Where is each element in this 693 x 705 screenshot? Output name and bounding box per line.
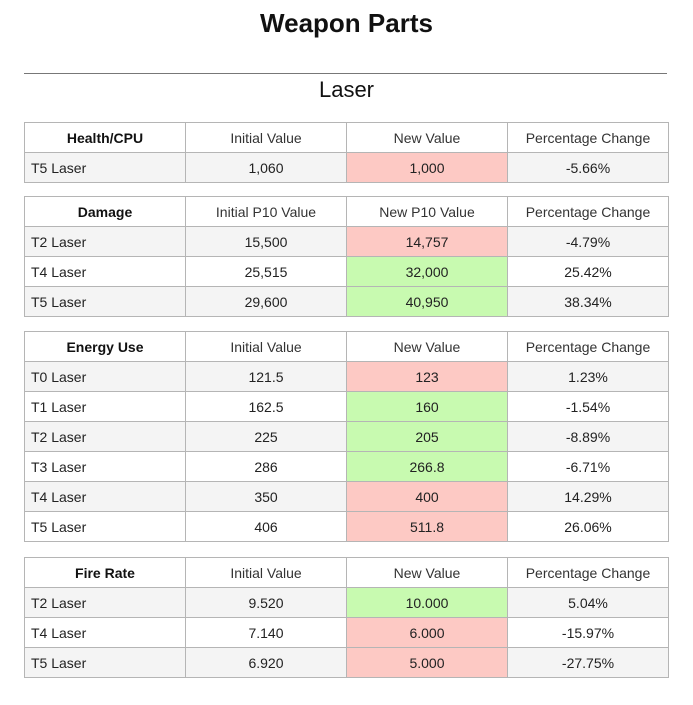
part-name-cell: T2 Laser — [25, 422, 186, 452]
initial-value-cell: 350 — [186, 482, 347, 512]
table-row — [25, 512, 669, 542]
section-title: Laser — [318, 77, 375, 102]
table-row — [25, 153, 669, 183]
initial-value-cell: 15,500 — [186, 227, 347, 257]
new-value-cell: 400 — [347, 482, 508, 512]
table-row — [25, 618, 669, 648]
percentage-change-cell: -6.71% — [508, 452, 669, 482]
column-header: Percentage Change — [508, 332, 669, 362]
initial-value-cell: 6.920 — [186, 648, 347, 678]
table-row — [25, 392, 669, 422]
fire-rate-table — [24, 557, 669, 678]
column-header: Fire Rate — [25, 558, 186, 588]
initial-value-cell: 7.140 — [186, 618, 347, 648]
initial-value-cell: 162.5 — [186, 392, 347, 422]
percentage-change-cell: -8.89% — [508, 422, 669, 452]
column-header: New P10 Value — [347, 197, 508, 227]
table-row — [25, 422, 669, 452]
new-value-cell: 511.8 — [347, 512, 508, 542]
column-header: Initial Value — [186, 558, 347, 588]
table-row — [25, 287, 669, 317]
percentage-change-cell: -4.79% — [508, 227, 669, 257]
part-name-cell: T5 Laser — [25, 648, 186, 678]
column-header: Initial P10 Value — [186, 197, 347, 227]
part-name-cell: T0 Laser — [25, 362, 186, 392]
table-row — [25, 257, 669, 287]
column-header: New Value — [347, 558, 508, 588]
percentage-change-cell: -1.54% — [508, 392, 669, 422]
part-name-cell: T5 Laser — [25, 153, 186, 183]
percentage-change-cell: 26.06% — [508, 512, 669, 542]
part-name-cell: T2 Laser — [25, 227, 186, 257]
column-header: Initial Value — [186, 123, 347, 153]
column-header: Percentage Change — [508, 558, 669, 588]
new-value-cell: 6.000 — [347, 618, 508, 648]
column-header: Damage — [25, 197, 186, 227]
column-header: New Value — [347, 123, 508, 153]
initial-value-cell: 286 — [186, 452, 347, 482]
new-value-cell: 40,950 — [347, 287, 508, 317]
part-name-cell: T1 Laser — [25, 392, 186, 422]
energy-use-table — [24, 331, 669, 542]
table-row — [25, 588, 669, 618]
new-value-cell: 123 — [347, 362, 508, 392]
new-value-cell: 32,000 — [347, 257, 508, 287]
column-header: Energy Use — [25, 332, 186, 362]
percentage-change-cell: -15.97% — [508, 618, 669, 648]
table-row — [25, 227, 669, 257]
new-value-cell: 266.8 — [347, 452, 508, 482]
part-name-cell: T4 Laser — [25, 618, 186, 648]
column-header: New Value — [347, 332, 508, 362]
new-value-cell: 5.000 — [347, 648, 508, 678]
health-cpu-table — [24, 122, 669, 183]
column-header: Percentage Change — [508, 123, 669, 153]
table-header-row — [25, 197, 669, 227]
new-value-cell: 205 — [347, 422, 508, 452]
initial-value-cell: 121.5 — [186, 362, 347, 392]
percentage-change-cell: -5.66% — [508, 153, 669, 183]
percentage-change-cell: -27.75% — [508, 648, 669, 678]
table-row — [25, 648, 669, 678]
table-header-row — [25, 123, 669, 153]
percentage-change-cell: 14.29% — [508, 482, 669, 512]
table-row — [25, 482, 669, 512]
part-name-cell: T5 Laser — [25, 512, 186, 542]
column-header: Percentage Change — [508, 197, 669, 227]
initial-value-cell: 1,060 — [186, 153, 347, 183]
column-header: Health/CPU — [25, 123, 186, 153]
initial-value-cell: 25,515 — [186, 257, 347, 287]
initial-value-cell: 29,600 — [186, 287, 347, 317]
part-name-cell: T5 Laser — [25, 287, 186, 317]
table-row — [25, 452, 669, 482]
table-header-row — [25, 332, 669, 362]
initial-value-cell: 225 — [186, 422, 347, 452]
percentage-change-cell: 5.04% — [508, 588, 669, 618]
new-value-cell: 14,757 — [347, 227, 508, 257]
new-value-cell: 10.000 — [347, 588, 508, 618]
column-header: Initial Value — [186, 332, 347, 362]
part-name-cell: T4 Laser — [25, 257, 186, 287]
page-title: Weapon Parts — [260, 8, 433, 38]
part-name-cell: T4 Laser — [25, 482, 186, 512]
percentage-change-cell: 25.42% — [508, 257, 669, 287]
new-value-cell: 160 — [347, 392, 508, 422]
table-header-row — [25, 558, 669, 588]
part-name-cell: T2 Laser — [25, 588, 186, 618]
table-row — [25, 362, 669, 392]
damage-table — [24, 196, 669, 317]
new-value-cell: 1,000 — [347, 153, 508, 183]
percentage-change-cell: 1.23% — [508, 362, 669, 392]
initial-value-cell: 9.520 — [186, 588, 347, 618]
part-name-cell: T3 Laser — [25, 452, 186, 482]
title-divider — [24, 73, 667, 74]
initial-value-cell: 406 — [186, 512, 347, 542]
percentage-change-cell: 38.34% — [508, 287, 669, 317]
